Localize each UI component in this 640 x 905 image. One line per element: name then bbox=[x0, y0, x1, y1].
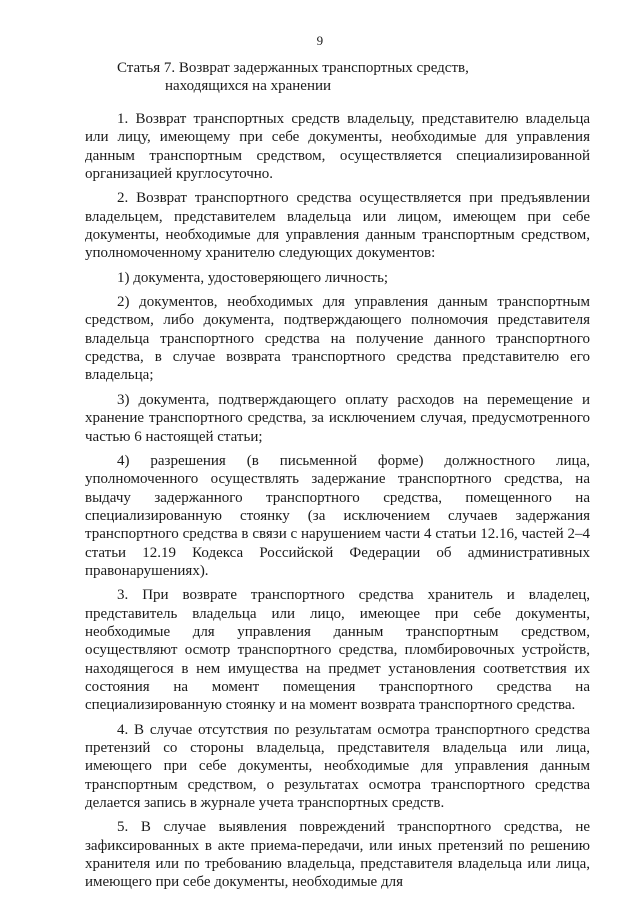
article-title-line-1: Статья 7. Возврат задержанных транспортных средств, bbox=[117, 60, 469, 76]
paragraph-clause-1: 1. Возврат транспортных средств владельцу, представителю владельца или лицу, имеющему при себе документы, необходимые для управления данным транспортным средством, осуществляется специализированной организацией круглосуточно. bbox=[85, 111, 590, 183]
paragraph-clause-2: 2. Возврат транспортного средства осуществляется при предъявлении владельцем, представителем владельца или лицом, имеющем при себе документы, необходимые для управления данным транспортным средством, уполномоченному хранителю следующих документов: bbox=[85, 190, 590, 262]
paragraph-item-4: 4) разрешения (в письменной форме) должностного лица, уполномоченного осуществлять задержание транспортного средства, на выдачу задержанного транспортного средства, помещенного на специализированную стоянку (за исключением случаев задержания транспортного средства в связи с нарушением части 4 статьи 12.16, частей 2–4 статьи 12.19 Кодекса Российской Федерации об административных правонарушениях). bbox=[85, 452, 590, 579]
paragraph-clause-4: 4. В случае отсутствия по результатам осмотра транспортного средства претензий со стороны владельца, представителя владельца или лица, имеющего при себе документы, необходимые для управления данным транспортным средством, о результатах осмотра транспортного средства делается запись в журнале учета транспортных средств. bbox=[85, 721, 590, 812]
page-number: 9 bbox=[316, 33, 324, 48]
paragraph-item-1: 1) документа, удостоверяющего личность; bbox=[117, 269, 389, 286]
article-body bbox=[85, 110, 590, 892]
paragraph-item-3: 3) документа, подтверждающего оплату расходов на перемещение и хранение транспортного средства, за исключением случая, предусмотренного частью 6 настоящей статьи; bbox=[85, 391, 590, 445]
paragraph-clause-3: 3. При возврате транспортного средства хранитель и владелец, представитель владельца или лицо, имеющее при себе документы, необходимые для управления данным транспортным средством, осуществляют осмотр транспортного средства, пломбировочных устройств, находящегося в нем имущества на предмет установления соответствия их состояния на момент помещения транспортного средства на специализированную стоянку и на момент возврата транспортного средства. bbox=[85, 587, 590, 714]
paragraph-item-2: 2) документов, необходимых для управления данным транспортным средством, либо документа, подтверждающего полномочия представителя владельца транспортного средства на получение данного транспортного средства, в случае возврата транспортного средства представителю его владельца; bbox=[85, 294, 590, 384]
article-title-line-2: находящихся на хранении bbox=[165, 78, 332, 94]
paragraph-clause-5: 5. В случае выявления повреждений транспортного средства, не зафиксированных в акте приема-передачи, или иных претензий по решению хранителя или по требованию владельца, представителя владельца или лица, имеющего при себе документы, необходимые для bbox=[85, 819, 590, 891]
article-heading bbox=[117, 59, 537, 95]
